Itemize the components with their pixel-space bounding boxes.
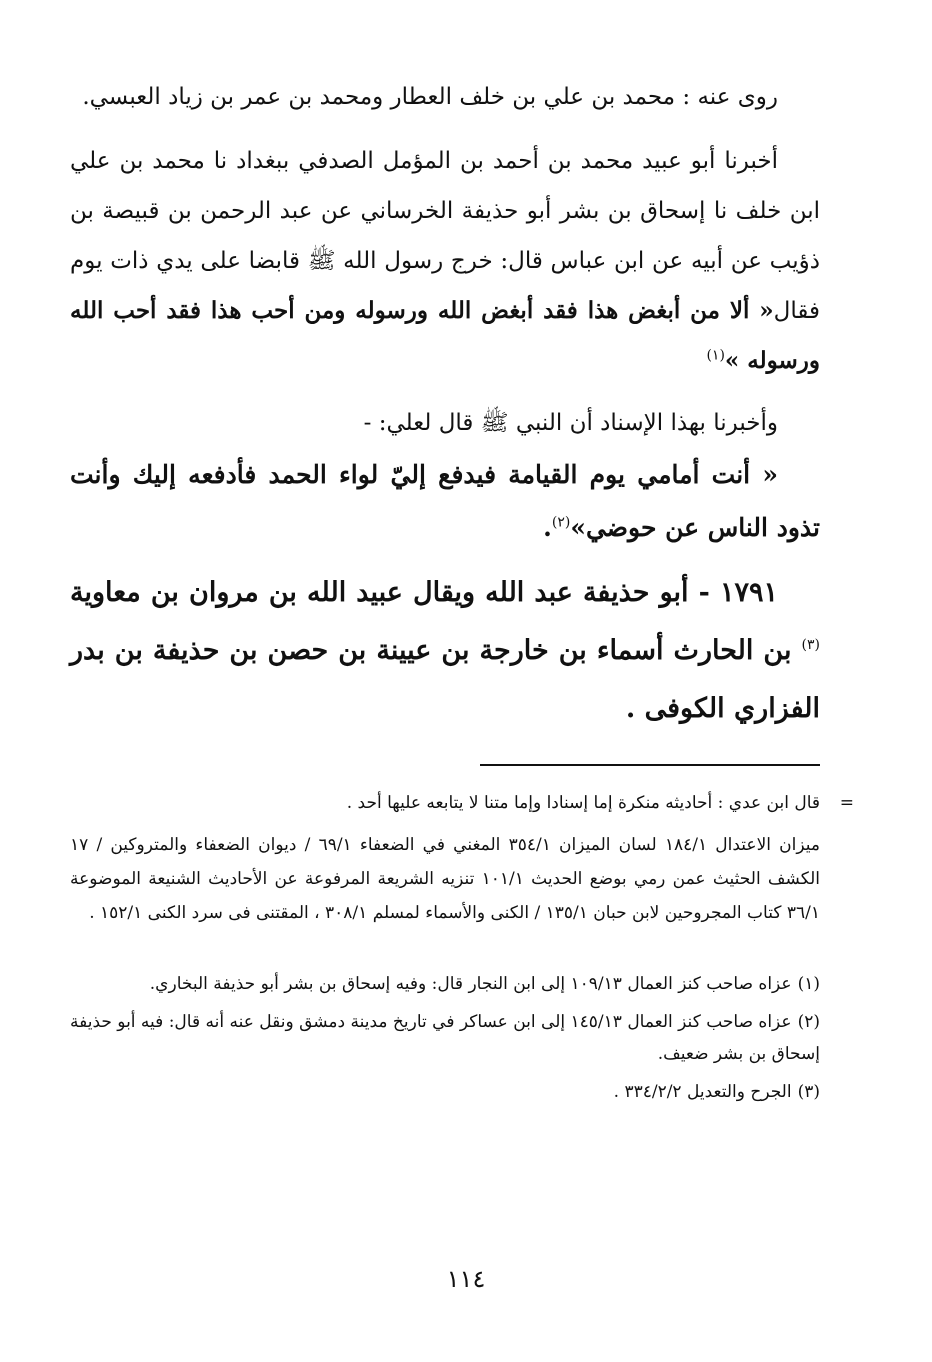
page-number: ١١٤ [446, 1265, 486, 1293]
entry-heading-continuation: بن الحارث أسماء بن خارجة بن عيينة بن حصن بن حذيفة بن بدر الفزاري الكوفى . [70, 635, 820, 724]
footnote-2-text: عزاه صاحب كنز العمال ١٤٥/١٣ إلى ابن عساكر في تاريخ مدينة دمشق ونقل عنه أنه قال: فيه أبو حذيفة إسحاق بن بشر ضعيف. [70, 1012, 820, 1064]
footnote-2-number: (٢) [797, 1012, 820, 1032]
footnote-1 [70, 968, 820, 1000]
footnotes [70, 968, 820, 1108]
entry-heading-text: - أبو حذيفة عبد الله ويقال عبيد الله بن مروان بن معاوية [70, 577, 710, 608]
continued-note [70, 786, 854, 930]
paragraph-hadith-2: « أنت أمامي يوم القيامة فيدفع إليّ لواء الحمد فأدفعه إليك وأنت تذود الناس عن حوضي»$^{(٢)}$. [70, 460, 820, 542]
footnote-3 [70, 1076, 820, 1108]
entry-number: ١٧٩١ [719, 577, 778, 608]
continued-note-sources [70, 828, 820, 930]
sources-text: ميزان الاعتدال ١٨٤/١ لسان الميزان ٣٥٤/١ المغني في الضعفاء ٦٩/١ / ديوان الضعفاء والمتروكين / ١٧ الكشف الحثيث عمن رمي بوضع الحديث ١٠١/١ تنزيه الشريعة المرفوعة عن الأحاديث الشنيعة الموضوعة ٣٦/١ كتاب المجروحين لابن حبان ١٣٥/١ / الكنى والأسماء لمسلم ٣٠٨/١ ، المقتنى فى سرد الكنى ١٥٢/١ . [70, 835, 821, 923]
continued-note-line [70, 786, 820, 820]
hadith-2-text: « أنت أمامي يوم القيامة فيدفع إليّ لواء الحمد فأدفعه إليك وأنت تذود الناس عن حوضي» [70, 460, 820, 542]
footnote-3-text: الجرح والتعديل ٣٣٤/٢/٢ . [613, 1082, 792, 1102]
narrators-text: روى عنه : محمد بن علي بن خلف العطار ومحمد بن عمر بن زياد العبسي. [82, 84, 778, 110]
hadith-1-text: « ألا من أبغض هذا فقد أبغض الله ورسوله ومن أحب هذا فقد أحب الله ورسوله » [70, 297, 820, 374]
footnote-3-number: (٣) [797, 1082, 820, 1102]
footnote-1-text: عزاه صاحب كنز العمال ١٠٩/١٣ إلى ابن النجار قال: وفيه إسحاق بن بشر أبو حذيفة البخاري. [149, 974, 792, 994]
page-content [70, 72, 854, 1322]
footnote-ref-1: (١) [706, 347, 725, 364]
footnote-2 [70, 1006, 820, 1070]
ibn-adi-quote: قال ابن عدي : أحاديثه منكرة إما إسنادا وإما متنا لا يتابعه عليها أحد . [346, 793, 820, 813]
paragraph-isnad-1 [70, 136, 820, 386]
isnad-2-text: وأخبرنا بهذا الإسناد أن النبي ﷺ قال لعلي: - [363, 410, 778, 436]
isnad-1-text: أخبرنا أبو عبيد محمد بن أحمد بن المؤمل الصدفي ببغداد نا محمد بن علي ابن خلف نا إسحاق بن بشر أبو حذيفة الخرساني عن عبد الرحمن بن قبيصة بن ذؤيب عن أبيه عن ابن عباس قال: خرج رسول الله ﷺ قابضا على يدي ذات يوم فقال [70, 148, 820, 324]
footnote-1-number: (١) [797, 974, 820, 994]
paragraph-narrators [70, 72, 820, 122]
paragraph-isnad-2 [70, 398, 820, 448]
footnote-ref-3: (٣) [801, 637, 820, 653]
continuation-marker: = [839, 793, 854, 813]
footnote-ref-2: (٢) [551, 514, 571, 531]
biography-entry [70, 564, 820, 738]
footnote-divider [480, 764, 820, 766]
